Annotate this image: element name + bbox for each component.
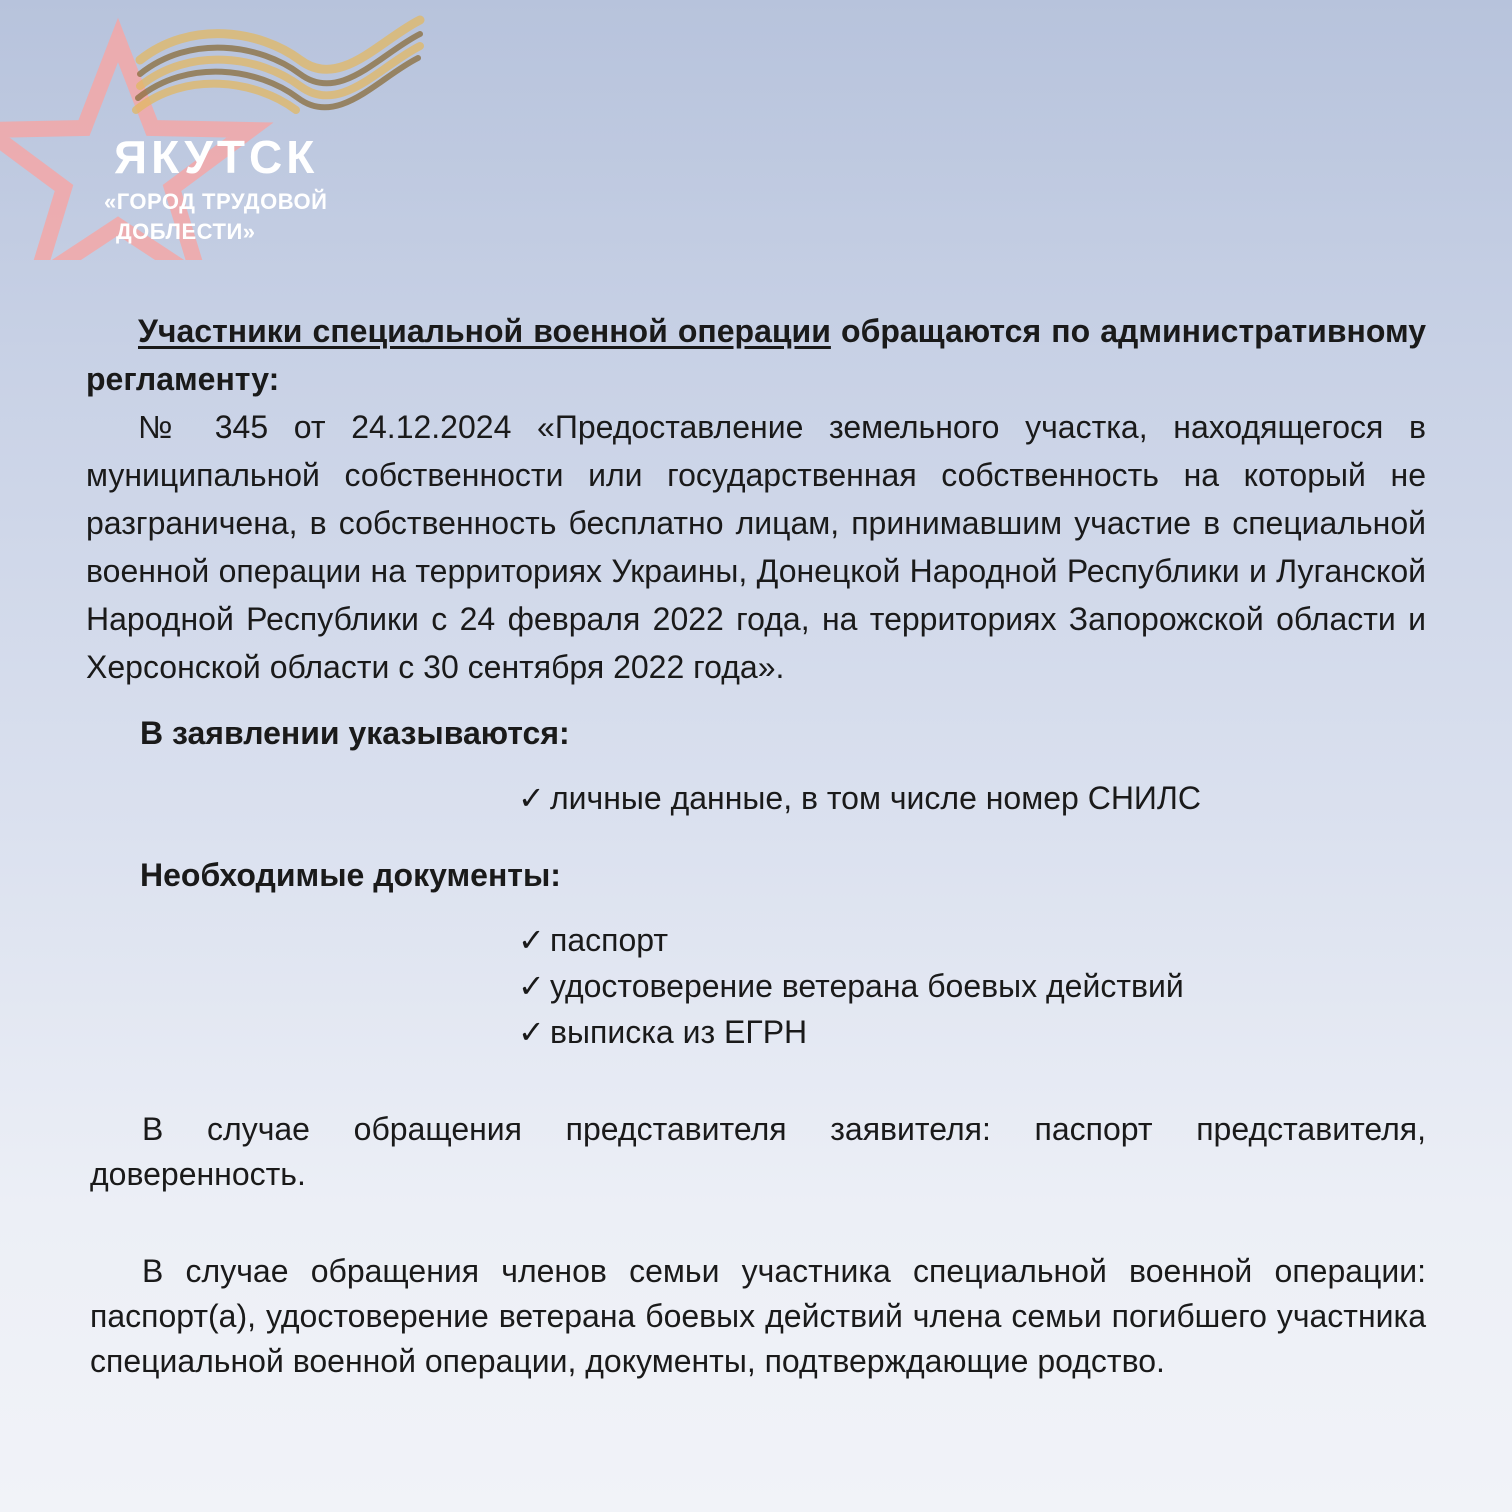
representative-paragraph: В случае обращения представителя заявителя: паспорт представителя, доверенность. [90,1111,1426,1192]
regulation-paragraph: № 345 от 24.12.2024 «Предоставление земельного участка, находящегося в муниципальной собственности или государственная собственность на который не разграничена, в собственность бесплатно лицам, принимавшим участие в специальной военной операции на территориях Украины, Донецкой Народной Республики и Луганской Народной Республики с 24 февраля 2022 года, на территориях Запорожской области и Херсонской области с 30 сентября 2022 года». [86,409,1426,685]
list-item: ✓ личные данные, в том числе номер СНИЛС [518,775,1426,821]
document-body [86,307,1426,1384]
logo [0,0,430,260]
intro-rest: обращаются по административному регламенту: [86,313,1427,397]
application-section-title: В заявлении указываются: [140,715,570,751]
documents-list [86,917,1426,1055]
notes [86,1107,1426,1384]
logo-subtitle [104,187,327,247]
documents-section-title: Необходимые документы: [140,857,561,893]
checkmark-icon: ✓ [518,922,545,958]
logo-subtitle-line1: «ГОРОД ТРУДОВОЙ [104,189,328,214]
application-list [86,775,1426,821]
list-item: ✓ выписка из ЕГРН [518,1009,1426,1055]
checkmark-icon: ✓ [518,1014,545,1050]
checkmark-icon: ✓ [518,780,545,816]
logo-subtitle-line2: ДОБЛЕСТИ» [116,219,256,244]
intro-paragraph [86,307,1426,403]
list-item: ✓ паспорт [518,917,1426,963]
list-item: ✓ удостоверение ветерана боевых действий [518,963,1426,1009]
logo-title: ЯКУТСК [114,131,319,183]
family-paragraph: В случае обращения членов семьи участника специальной военной операции: паспорт(а), удостоверение ветерана боевых действий члена семьи погибшего участника специальной военной операции, документы, подтверждающие родство. [90,1253,1426,1379]
checkmark-icon: ✓ [518,968,545,1004]
intro-lead: Участники специальной военной операции [138,313,831,349]
